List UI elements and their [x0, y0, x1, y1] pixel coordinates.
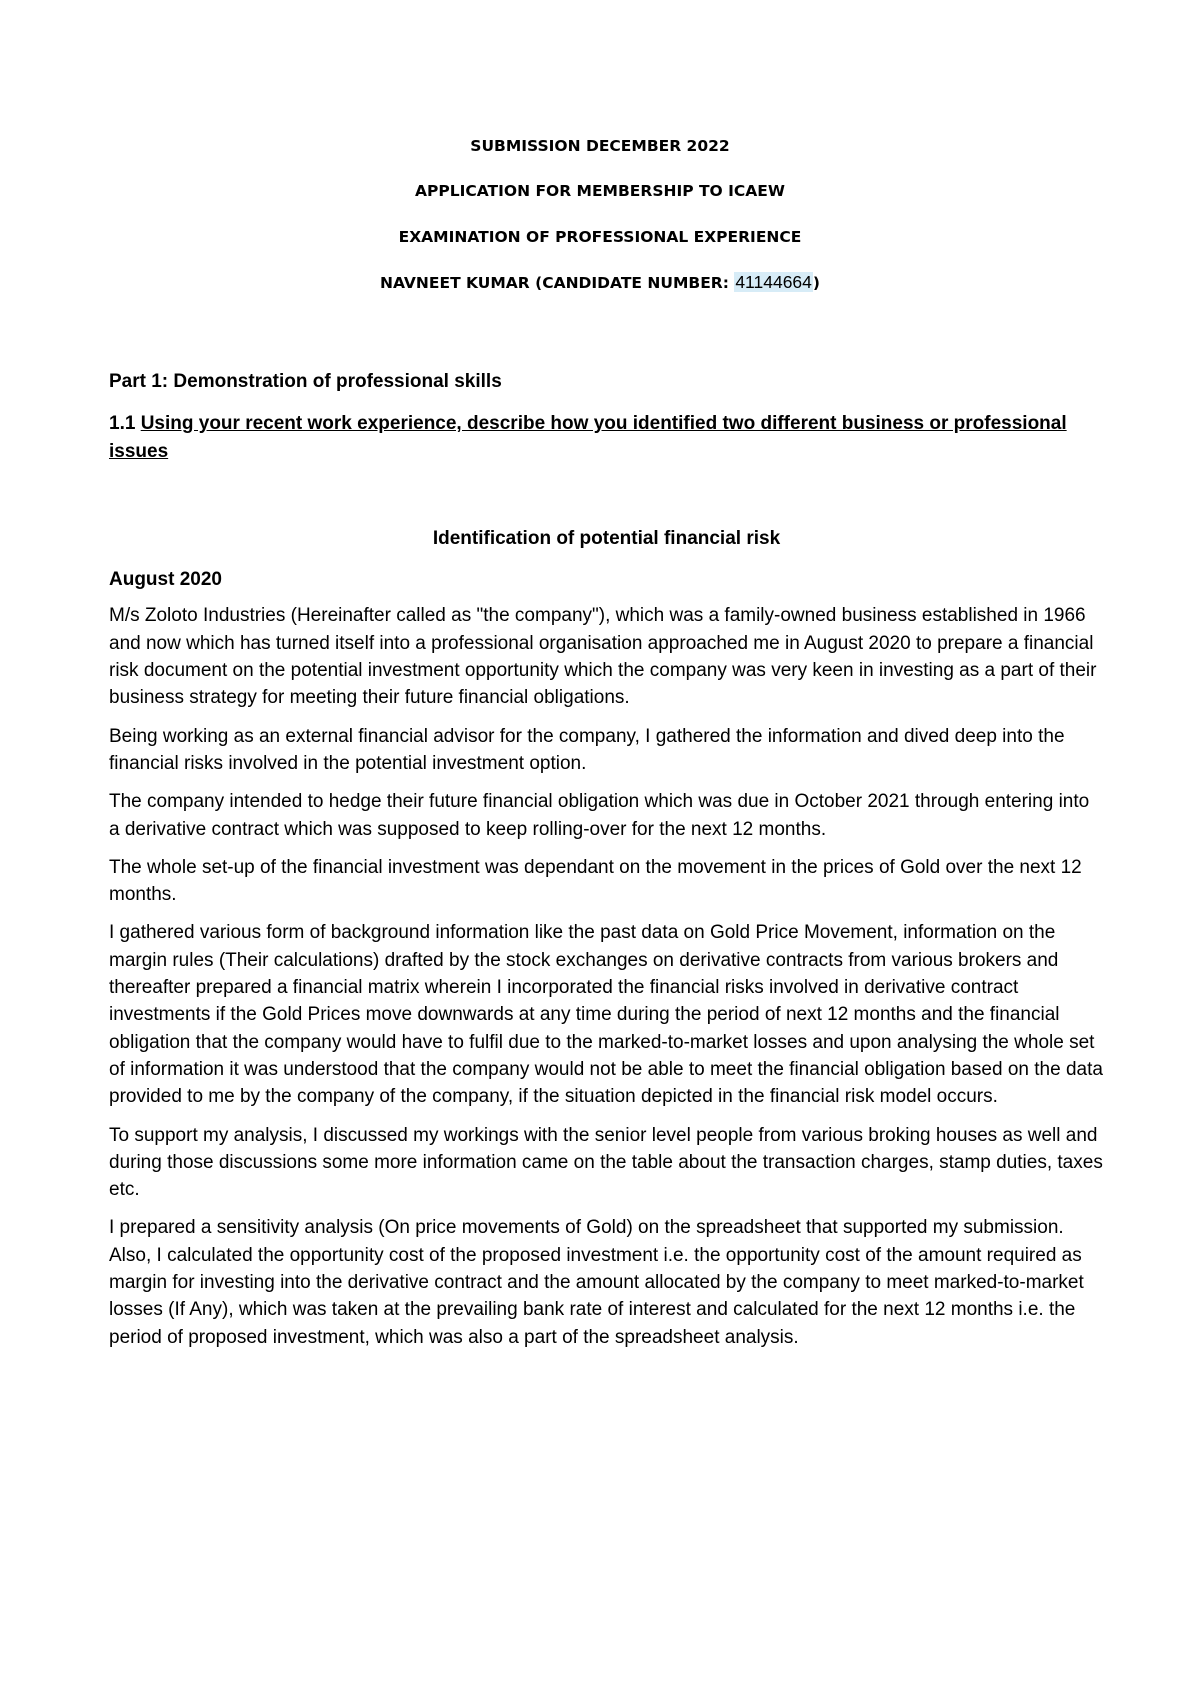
body-paragraph: The company intended to hedge their future financial obligation which was due in October 2021 through entering into a derivative contract which was supposed to keep rolling-over for the next 12 months.: [109, 791, 1090, 840]
question-number: 1.1: [109, 413, 136, 435]
submission-heading: SUBMISSION DECEMBER 2022: [470, 137, 730, 155]
candidate-heading: [0, 272, 1200, 293]
date-label: August 2020: [109, 569, 222, 591]
body-paragraph: The whole set-up of the financial investment was dependant on the movement in the prices of Gold over the next 12 months.: [109, 856, 1082, 906]
application-heading: APPLICATION FOR MEMBERSHIP TO ICAEW: [415, 182, 785, 200]
body-paragraph: I gathered various form of background information like the past data on Gold Price Movement, information on the margin rules (Their calculations) drafted by the stock exchanges on derivative contracts from various brokers and thereafter prepared a financial matrix wherein I incorporated the financial risks involved in derivative contract investments if the Gold Prices move downwards at any time during the period of next 12 months and the financial obligation that the company would have to fulfil due to the marked-to-market losses and upon analysing the whole set of information it was understood that the company would not be able to meet the financial obligation based on the data provided to me by the company of the company, if the situation depicted in the financial risk model occurs.: [109, 922, 1103, 1108]
part-title: Part 1: Demonstration of professional skills: [109, 371, 502, 392]
document-body: [109, 368, 1104, 1362]
body-paragraph: I prepared a sensitivity analysis (On price movements of Gold) on the spreadsheet that supported my submission. Also, I calculated the opportunity cost of the proposed investment i.e. the opportunity cost of the amount required as margin for investing into the derivative contract and the amount allocated by the company to meet marked-to-market losses (If Any), which was taken at the prevailing bank rate of interest and calculated for the next 12 months i.e. the period of proposed investment, which was also a part of the spreadsheet analysis.: [109, 1217, 1084, 1348]
body-paragraph: To support my analysis, I discussed my workings with the senior level people from various broking houses as well and during those discussions some more information came on the table about the transaction charges, stamp duties, taxes etc.: [109, 1124, 1103, 1201]
body-paragraph: M/s Zoloto Industries (Hereinafter called as "the company"), which was a family-owned business established in 1966 and now which has turned itself into a professional organisation approached me in August 2020 to prepare a financial risk document on the potential investment opportunity which the company was very keen in investing as a part of their business strategy for meeting their future financial obligations.: [109, 605, 1097, 709]
question-text: Using your recent work experience, describe how you identified two different business or professional issues: [109, 413, 1067, 462]
candidate-heading-close: ): [812, 274, 820, 292]
body-paragraph: Being working as an external financial advisor for the company, I gathered the information and dived deep into the financial risks involved in the potential investment option.: [109, 725, 1065, 774]
candidate-name-label: NAVNEET KUMAR (CANDIDATE NUMBER:: [380, 274, 735, 292]
question-1-1: [109, 410, 1104, 465]
candidate-number: 41144664: [735, 272, 812, 292]
examination-heading: EXAMINATION OF PROFESSIONAL EXPERIENCE: [398, 228, 802, 246]
section-title: Identification of potential financial risk: [432, 527, 781, 549]
